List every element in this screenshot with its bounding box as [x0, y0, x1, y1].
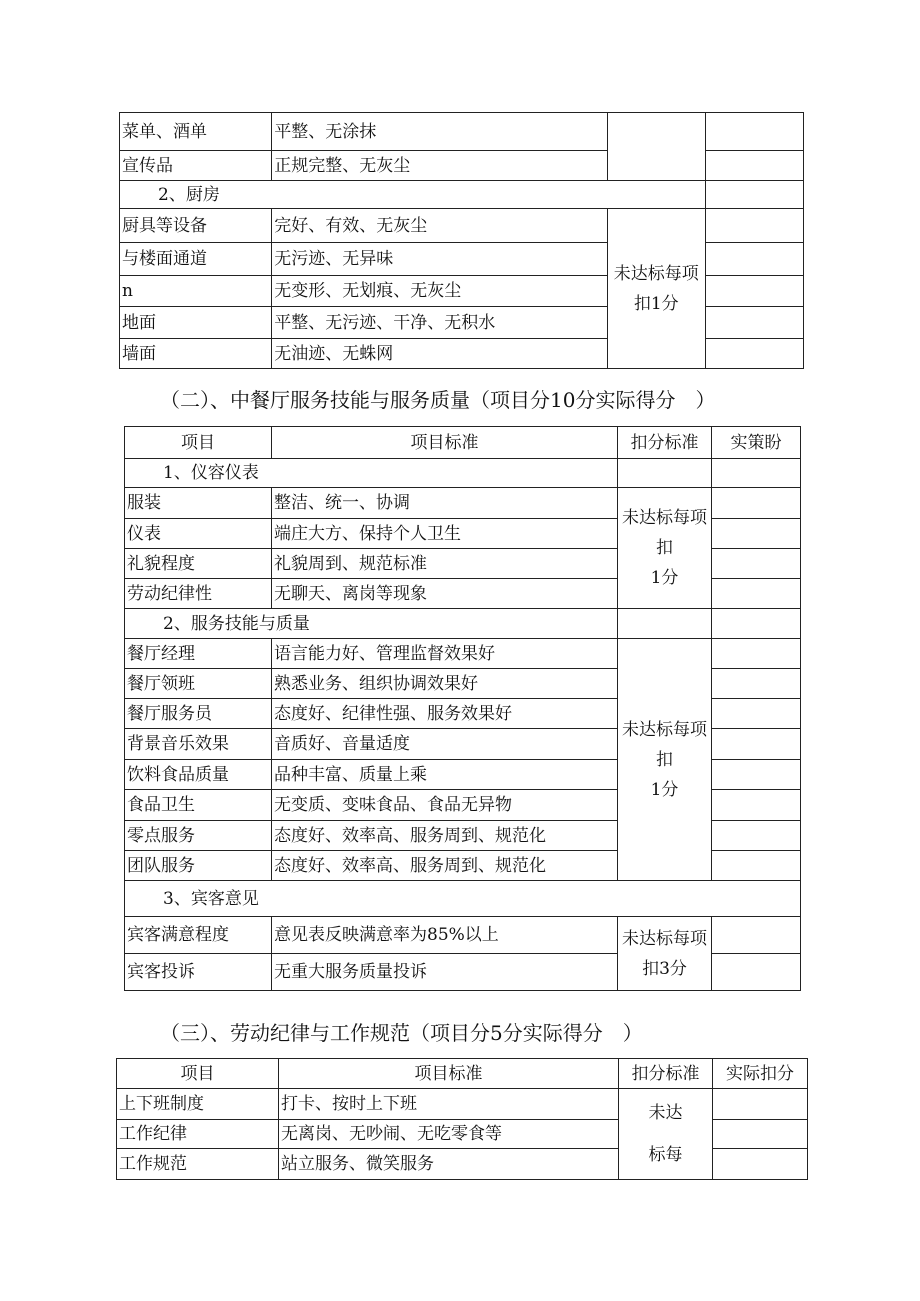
score-cell[interactable]: [705, 113, 803, 151]
deduction-cell: 未达标每项扣 1分: [618, 488, 712, 609]
score-cell[interactable]: [712, 917, 801, 954]
standard-cell: 态度好、效率高、服务周到、规范化: [272, 851, 618, 881]
item-cell: 零点服务: [125, 821, 272, 851]
item-cell: 团队服务: [125, 851, 272, 881]
score-cell[interactable]: [713, 1120, 808, 1149]
deduction-cell: [607, 113, 705, 181]
score-cell[interactable]: [712, 579, 801, 609]
score-cell[interactable]: [712, 549, 801, 579]
deduction-cell: [618, 609, 712, 639]
header-deduction: 扣分标准: [619, 1059, 713, 1089]
section-heading-2: （二）、中餐厅服务技能与服务质量（项目分10分实际得分 ）: [160, 388, 716, 412]
item-cell: 餐厅服务员: [125, 699, 272, 729]
section-label: 3、宾客意见: [125, 881, 801, 917]
score-cell[interactable]: [712, 609, 801, 639]
standard-cell: 平整、无涂抹: [272, 113, 607, 151]
standard-cell: 打卡、按时上下班: [279, 1089, 619, 1120]
header-standard: 项目标准: [272, 427, 618, 459]
item-cell: 背景音乐效果: [125, 729, 272, 760]
item-cell: 菜单、酒单: [120, 113, 272, 151]
score-cell[interactable]: [712, 639, 801, 669]
item-cell: 宣传品: [120, 151, 272, 181]
deduction-cell: 未达标每项扣3分: [618, 917, 712, 991]
kitchen-table: [119, 112, 804, 369]
item-cell: 劳动纪律性: [125, 579, 272, 609]
section-label: 2、厨房: [120, 181, 706, 209]
score-cell[interactable]: [713, 1149, 808, 1180]
section-label: 2、服务技能与质量: [125, 609, 618, 639]
score-cell[interactable]: [712, 851, 801, 881]
header-standard: 项目标准: [279, 1059, 619, 1089]
header-score: 实策盼: [712, 427, 801, 459]
standard-cell: 无变形、无划痕、无灰尘: [272, 276, 607, 307]
standard-cell: 无污迹、无异味: [272, 243, 607, 276]
item-cell: 工作纪律: [117, 1120, 279, 1149]
score-cell[interactable]: [705, 339, 803, 369]
header-score: 实际扣分: [713, 1059, 808, 1089]
score-cell[interactable]: [712, 954, 801, 991]
header-deduction: 扣分标准: [618, 427, 712, 459]
section-label: 1、仪容仪表: [125, 459, 618, 488]
item-cell: 食品卫生: [125, 790, 272, 821]
item-cell: 工作规范: [117, 1149, 279, 1180]
standard-cell: 无变质、变味食品、食品无异物: [272, 790, 618, 821]
score-cell[interactable]: [712, 459, 801, 488]
standard-cell: 站立服务、微笑服务: [279, 1149, 619, 1180]
score-cell[interactable]: [712, 699, 801, 729]
item-cell: 上下班制度: [117, 1089, 279, 1120]
score-cell[interactable]: [712, 729, 801, 760]
standard-cell: 态度好、效率高、服务周到、规范化: [272, 821, 618, 851]
score-cell[interactable]: [712, 669, 801, 699]
standard-cell: 整洁、统一、协调: [272, 488, 618, 519]
item-cell: 餐厅经理: [125, 639, 272, 669]
score-cell[interactable]: [705, 209, 803, 243]
score-cell[interactable]: [712, 760, 801, 790]
standard-cell: 无重大服务质量投诉: [272, 954, 618, 991]
item-cell: 饮料食品质量: [125, 760, 272, 790]
item-cell: n: [120, 276, 272, 307]
standard-cell: 意见表反映满意率为85%以上: [272, 917, 618, 954]
standard-cell: 语言能力好、管理监督效果好: [272, 639, 618, 669]
standard-cell: 无离岗、无吵闹、无吃零食等: [279, 1120, 619, 1149]
standard-cell: 品种丰富、质量上乘: [272, 760, 618, 790]
score-cell[interactable]: [705, 181, 803, 209]
score-cell[interactable]: [712, 790, 801, 821]
item-cell: 服装: [125, 488, 272, 519]
section-heading-3: （三）、劳动纪律与工作规范（项目分5分实际得分 ）: [160, 1021, 643, 1045]
standard-cell: 态度好、纪律性强、服务效果好: [272, 699, 618, 729]
deduction-cell: 未达标每项扣1分: [607, 209, 705, 369]
item-cell: 宾客满意程度: [125, 917, 272, 954]
standard-cell: 正规完整、无灰尘: [272, 151, 607, 181]
item-cell: 餐厅领班: [125, 669, 272, 699]
item-cell: 仪表: [125, 519, 272, 549]
discipline-table: [116, 1058, 808, 1180]
service-table: [124, 426, 801, 991]
score-cell[interactable]: [712, 488, 801, 519]
deduction-cell: 未达标每项扣 1分: [618, 639, 712, 881]
score-cell[interactable]: [705, 307, 803, 339]
standard-cell: 完好、有效、无灰尘: [272, 209, 607, 243]
standard-cell: 礼貌周到、规范标准: [272, 549, 618, 579]
standard-cell: 熟悉业务、组织协调效果好: [272, 669, 618, 699]
header-item: 项目: [117, 1059, 279, 1089]
score-cell[interactable]: [705, 276, 803, 307]
standard-cell: 无油迹、无蛛网: [272, 339, 607, 369]
deduction-cell: 未达 标每: [619, 1089, 713, 1180]
item-cell: 厨具等设备: [120, 209, 272, 243]
standard-cell: 端庄大方、保持个人卫生: [272, 519, 618, 549]
standard-cell: 无聊天、离岗等现象: [272, 579, 618, 609]
score-cell[interactable]: [713, 1089, 808, 1120]
deduction-cell: [618, 459, 712, 488]
item-cell: 宾客投诉: [125, 954, 272, 991]
standard-cell: 平整、无污迹、干净、无积水: [272, 307, 607, 339]
item-cell: 地面: [120, 307, 272, 339]
item-cell: 与楼面通道: [120, 243, 272, 276]
score-cell[interactable]: [705, 151, 803, 181]
standard-cell: 音质好、音量适度: [272, 729, 618, 760]
item-cell: 墙面: [120, 339, 272, 369]
item-cell: 礼貌程度: [125, 549, 272, 579]
score-cell[interactable]: [712, 821, 801, 851]
header-item: 项目: [125, 427, 272, 459]
score-cell[interactable]: [712, 519, 801, 549]
score-cell[interactable]: [705, 243, 803, 276]
